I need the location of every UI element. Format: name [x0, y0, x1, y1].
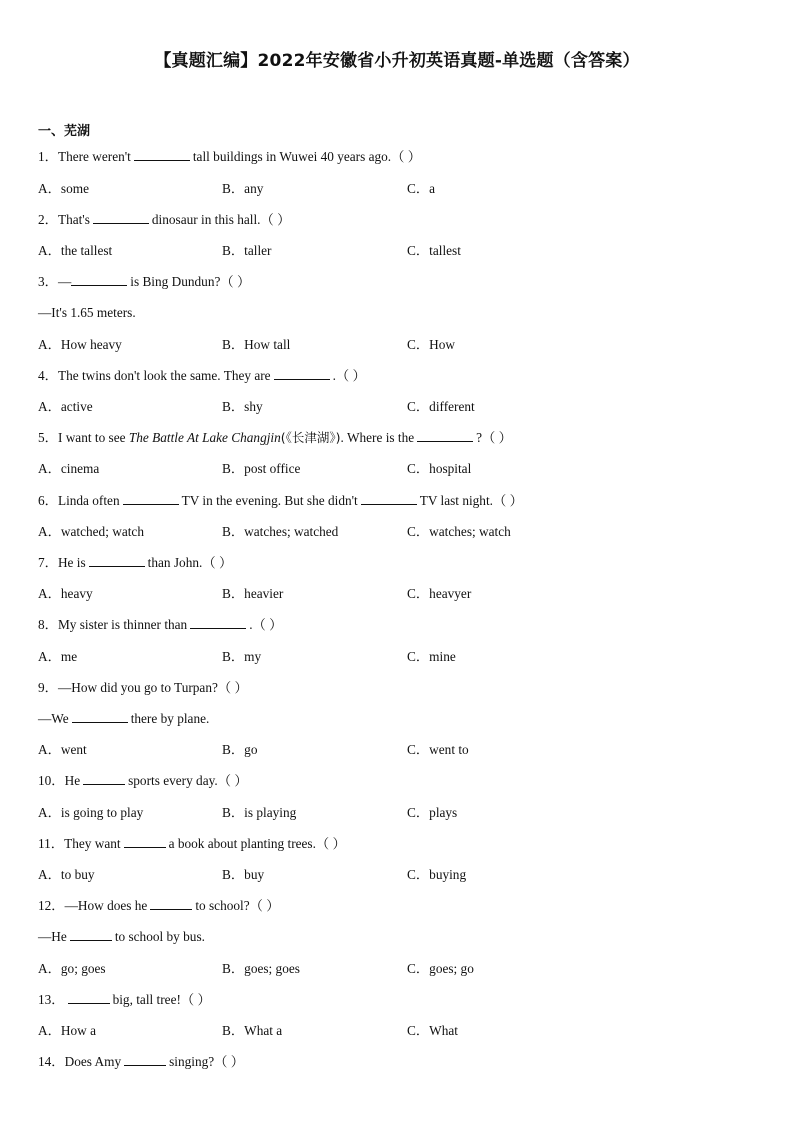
option-c: C．heavyer — [407, 586, 472, 601]
question-1: 1．There weren't tall buildings in Wuwei 40 years ago.（ ） — [38, 149, 422, 164]
option-c: C．mine — [407, 649, 456, 664]
option-a: A．is going to play — [38, 805, 144, 820]
option-a: A．How a — [38, 1023, 96, 1038]
option-a: A．to buy — [38, 867, 95, 882]
answer-blank — [361, 492, 417, 505]
option-c: C．buying — [407, 867, 467, 882]
option-a: A．cinema — [38, 461, 100, 476]
option-c: C．watches; watch — [407, 524, 511, 539]
question-11: 11．They want a book about planting trees.（ ） — [38, 836, 346, 851]
option-a: A．the tallest — [38, 243, 113, 258]
page-title: 【真题汇编】2022年安徽省小升初英语真题-单选题（含答案） — [154, 51, 640, 71]
option-c: C．different — [407, 399, 475, 414]
option-a: A．watched; watch — [38, 524, 144, 539]
option-a: A．some — [38, 181, 89, 196]
option-c: C．hospital — [407, 461, 472, 476]
question-4: 4．The twins don't look the same. They are .（ ） — [38, 368, 366, 383]
answer-blank — [71, 273, 127, 286]
question-14: 14．Does Amy singing?（ ） — [38, 1054, 245, 1069]
answer-blank — [72, 710, 128, 723]
section-heading: 一、芜湖 — [38, 124, 91, 139]
question-2: 2．That's dinosaur in this hall.（ ） — [38, 212, 291, 227]
option-a: A．went — [38, 742, 87, 757]
option-c: C．plays — [407, 805, 458, 820]
question-9-reply: —We there by plane. — [38, 711, 210, 726]
answer-blank — [124, 835, 166, 848]
answer-blank — [274, 367, 330, 380]
question-12: 12．—How does he to school?（ ） — [38, 898, 280, 913]
option-c: C．a — [407, 181, 436, 196]
option-b: B．goes; goes — [222, 961, 300, 976]
question-7: 7．He is than John.（ ） — [38, 555, 233, 570]
film-title: The Battle At Lake Changjin — [128, 430, 281, 445]
question-6: 6．Linda often TV in the evening. But she didn't TV last night.（ ） — [38, 493, 523, 508]
answer-blank — [89, 554, 145, 567]
option-b: B．watches; watched — [222, 524, 339, 539]
option-b: B．any — [222, 181, 264, 196]
question-8: 8．My sister is thinner than .（ ） — [38, 617, 283, 632]
answer-blank — [93, 211, 149, 224]
answer-blank — [134, 148, 190, 161]
answer-blank — [70, 928, 112, 941]
option-b: B．my — [222, 649, 262, 664]
option-b: B．taller — [222, 243, 272, 258]
option-c: C．tallest — [407, 243, 461, 258]
option-c: C．What — [407, 1023, 458, 1038]
option-b: B．go — [222, 742, 258, 757]
option-a: A．How heavy — [38, 337, 122, 352]
option-a: A．active — [38, 399, 93, 414]
answer-blank — [124, 1053, 166, 1066]
question-3: 3．— is Bing Dundun?（ ） — [38, 274, 251, 289]
answer-blank — [150, 897, 192, 910]
question-5: 5．I want to see The Battle At Lake Changjin(《长津湖》). Where is the ?（ ） — [38, 430, 512, 445]
option-b: B．shy — [222, 399, 263, 414]
question-10: 10．He sports every day.（ ） — [38, 773, 248, 788]
answer-blank — [83, 772, 125, 785]
option-b: B．buy — [222, 867, 265, 882]
answer-blank — [417, 429, 473, 442]
option-b: B．How tall — [222, 337, 291, 352]
option-a: A．me — [38, 649, 78, 664]
question-12-reply: —He to school by bus. — [38, 929, 205, 944]
answer-blank — [68, 991, 110, 1004]
answer-blank — [123, 492, 179, 505]
option-b: B．What a — [222, 1023, 283, 1038]
option-c: C．went to — [407, 742, 469, 757]
option-a: A．go; goes — [38, 961, 106, 976]
question-13: 13． big, tall tree!（ ） — [38, 992, 211, 1007]
question-3-reply: —It's 1.65 meters. — [38, 305, 136, 320]
option-b: B．is playing — [222, 805, 297, 820]
answer-blank — [190, 616, 246, 629]
question-9: 9．—How did you go to Turpan?（ ） — [38, 680, 248, 695]
option-c: C．How — [407, 337, 456, 352]
option-a: A．heavy — [38, 586, 93, 601]
option-b: B．post office — [222, 461, 301, 476]
option-b: B．heavier — [222, 586, 284, 601]
option-c: C．goes; go — [407, 961, 474, 976]
